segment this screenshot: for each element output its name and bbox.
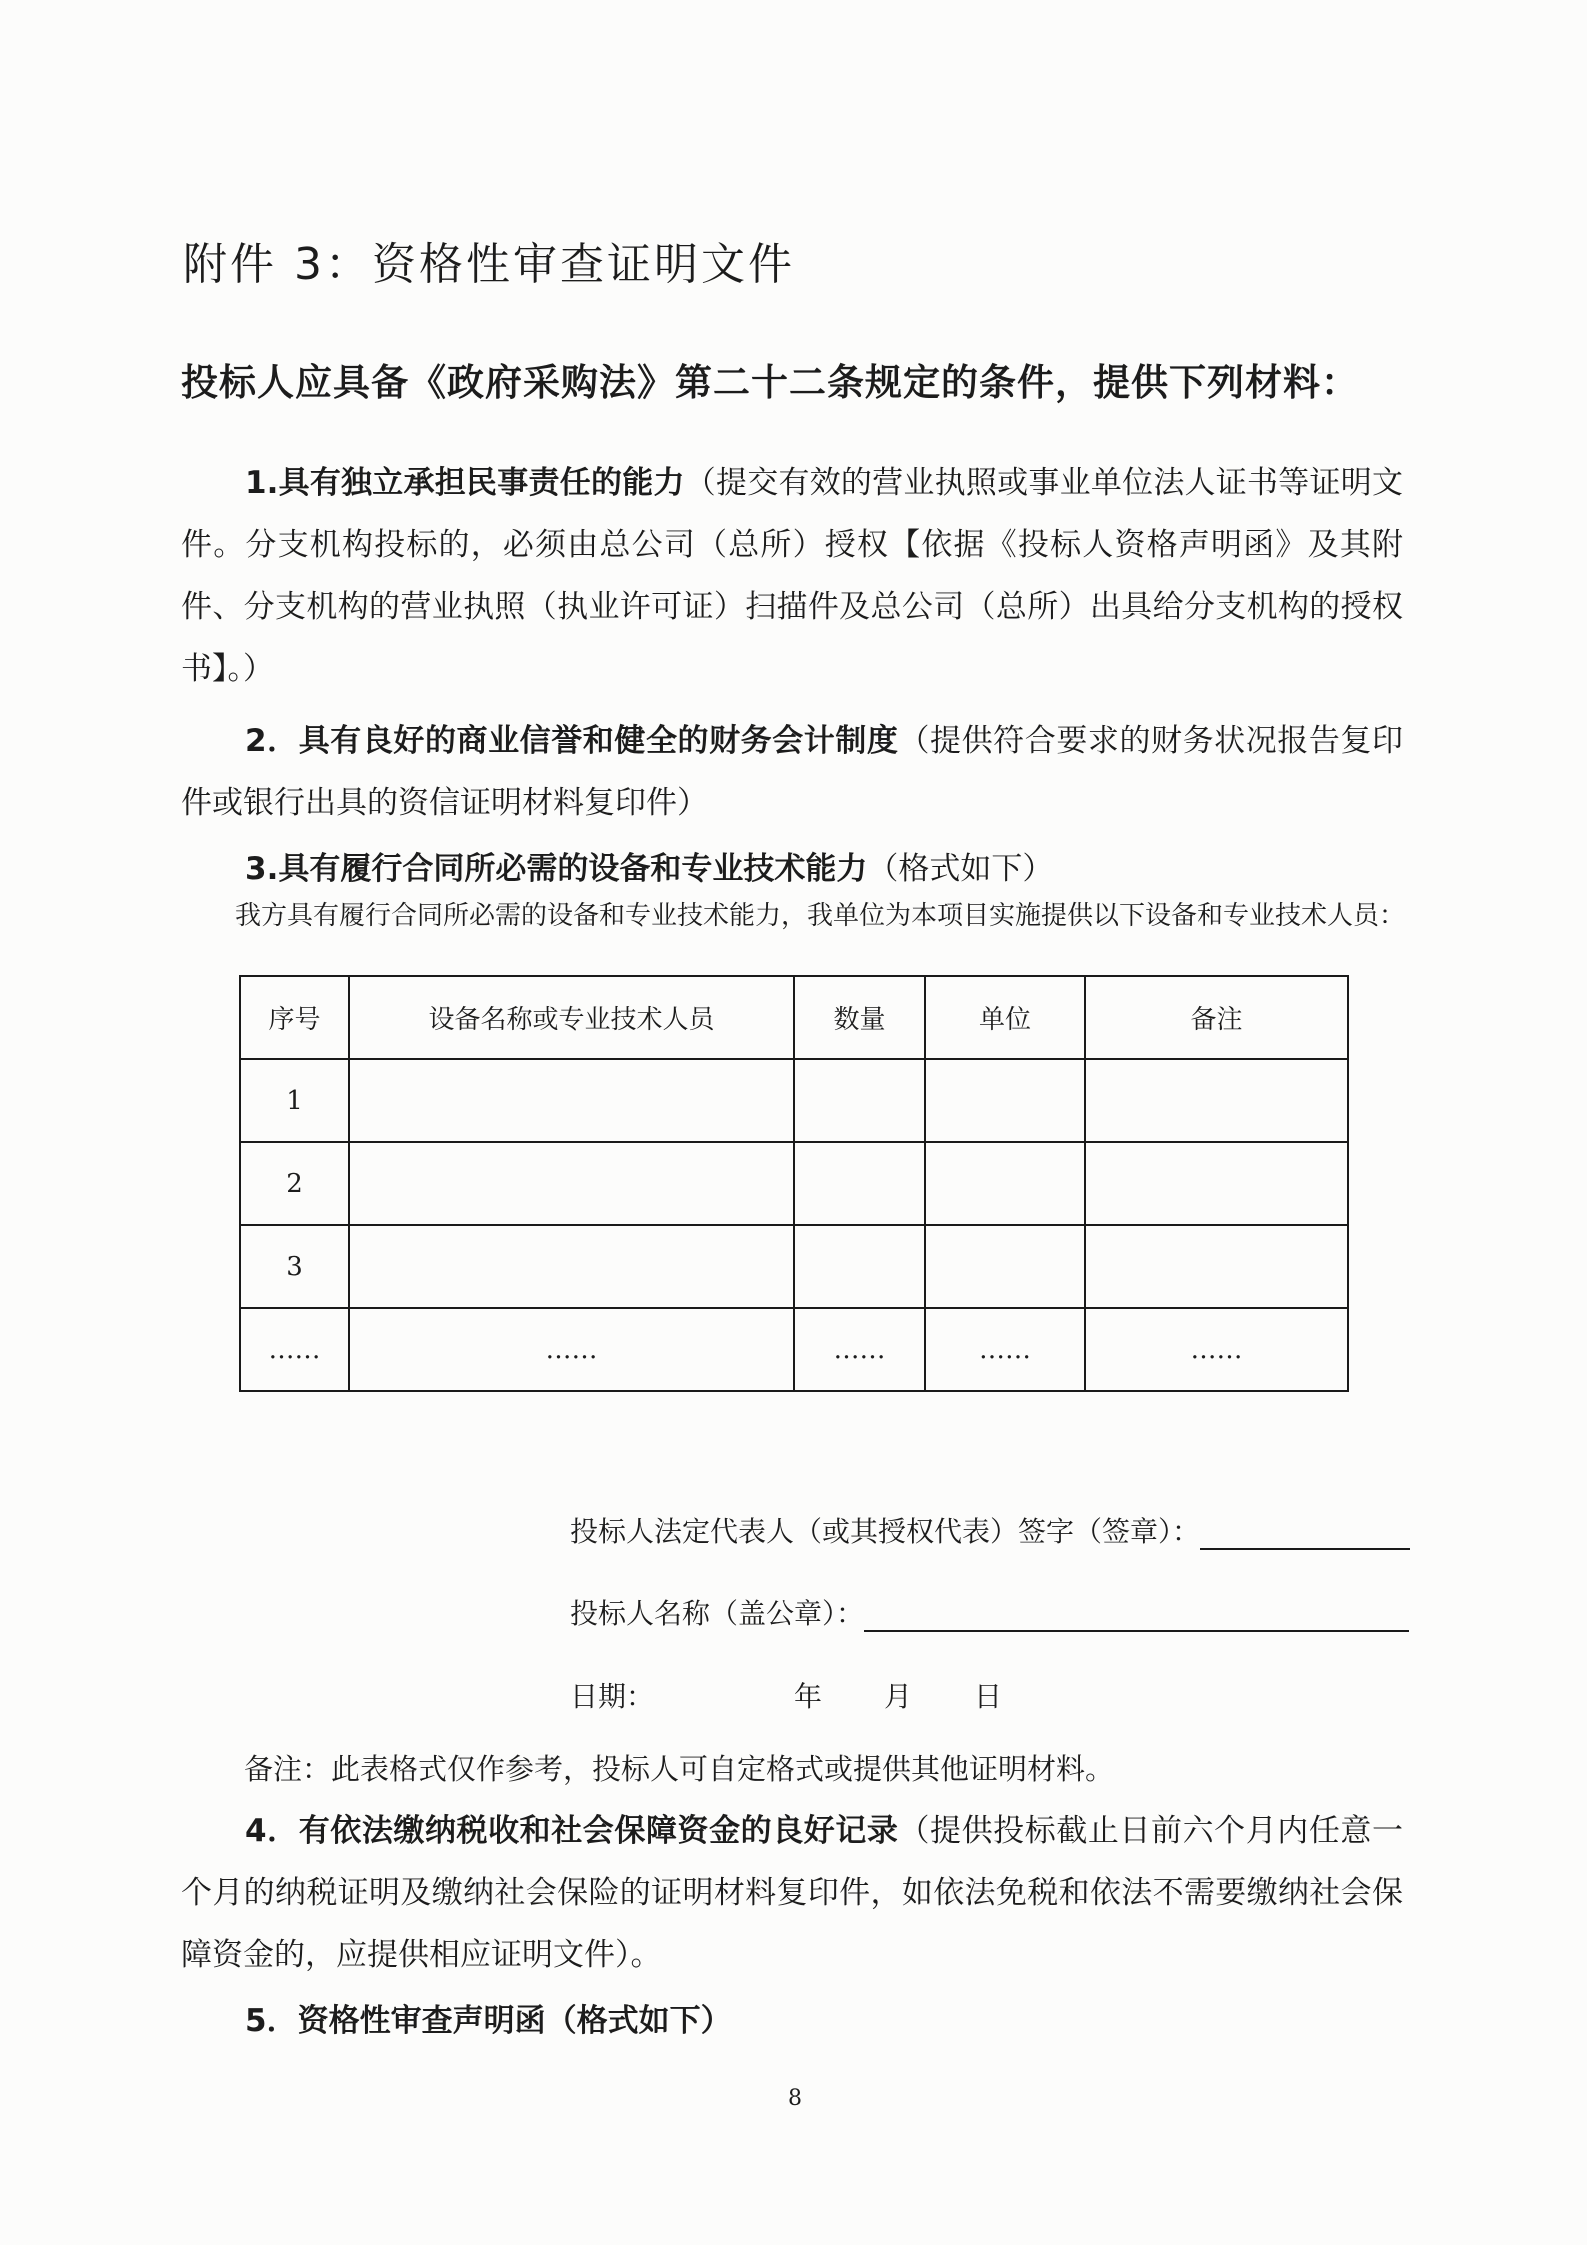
- table-row: [240, 1225, 1348, 1308]
- bidder-name-line: [570, 1592, 1409, 1632]
- page-number: 8: [788, 2086, 802, 2111]
- intro-heading: 投标人应具备《政府采购法》第二十二条规定的条件，提供下列材料：: [181, 361, 1359, 404]
- equipment-table: [239, 975, 1349, 1392]
- table-cell: [925, 1059, 1085, 1142]
- item-4-lead: 4．有依法缴纳税收和社会保障资金的良好记录: [245, 1813, 899, 1849]
- table-cell: [349, 1225, 794, 1308]
- table-cell: [794, 1142, 925, 1225]
- item-1-detail: （提交有效的营业执照或事业单位法人证书等证明文件。分支机构投标的，必须由总公司（总所）授权【依据《投标人资格声明函》及其附件、分支机构的营业执照（执业许可证）扫描件及总公司（总所）出具给分支机构的授权书】。）: [181, 465, 1403, 687]
- table-cell: [349, 1059, 794, 1142]
- table-cell: [794, 1225, 925, 1308]
- item-3-statement: 我方具有履行合同所必需的设备和专业技术能力，我单位为本项目实施提供以下设备和专业技术人员：: [235, 901, 1406, 931]
- item-1-lead: 1.具有独立承担民事责任的能力: [245, 465, 685, 501]
- table-cell: 1: [240, 1059, 349, 1142]
- date-month-label: 月: [884, 1680, 913, 1713]
- table-cell: [1085, 1142, 1348, 1225]
- item-5-paragraph: [181, 1990, 1403, 2052]
- date-line: [570, 1675, 1002, 1715]
- table-row: [240, 1142, 1348, 1225]
- table-note: 备注：此表格式仅作参考，投标人可自定格式或提供其他证明材料。: [244, 1752, 1115, 1786]
- representative-signature-line: [570, 1510, 1410, 1550]
- table-cell: [1085, 1059, 1348, 1142]
- table-cell: [794, 1059, 925, 1142]
- table-cell: [349, 1142, 794, 1225]
- item-5-lead: 5．资格性审查声明函（格式如下）: [245, 2003, 732, 2039]
- date-day-label: 日: [974, 1680, 1003, 1713]
- table-cell: 3: [240, 1225, 349, 1308]
- table-cell: ……: [240, 1308, 349, 1391]
- table-header-cell: 序号: [240, 976, 349, 1059]
- table-cell: [925, 1142, 1085, 1225]
- item-3-lead: 3.具有履行合同所必需的设备和专业技术能力: [245, 851, 868, 887]
- table-cell: 2: [240, 1142, 349, 1225]
- table-cell: [1085, 1225, 1348, 1308]
- item-4-detail: （提供投标截止日前六个月内任意一个月的纳税证明及缴纳社会保险的证明材料复印件，如依法免税和依法不需要缴纳社会保障资金的，应提供相应证明文件）。: [181, 1813, 1403, 1973]
- document-title: 附件 3：资格性审查证明文件: [183, 239, 795, 290]
- table-header-cell: 设备名称或专业技术人员: [349, 976, 794, 1059]
- item-2-lead: 2．具有良好的商业信誉和健全的财务会计制度: [245, 723, 899, 759]
- date-year-label: 年: [794, 1680, 823, 1713]
- table-cell: ……: [1085, 1308, 1348, 1391]
- table-cell: ……: [794, 1308, 925, 1391]
- bidder-name-label: 投标人名称（盖公章）：: [570, 1597, 865, 1630]
- table-row: [240, 1308, 1348, 1391]
- item-4-paragraph: [181, 1800, 1403, 1986]
- representative-signature-label: 投标人法定代表人（或其授权代表）签字（签章）：: [570, 1515, 1201, 1548]
- table-header-cell: 单位: [925, 976, 1085, 1059]
- item-2-detail: （提供符合要求的财务状况报告复印件或银行出具的资信证明材料复印件）: [181, 723, 1403, 821]
- item-3-paragraph: [181, 838, 1403, 900]
- table-row: [240, 1059, 1348, 1142]
- table-header-cell: 数量: [794, 976, 925, 1059]
- table-cell: ……: [925, 1308, 1085, 1391]
- table-header-row: [240, 976, 1348, 1059]
- table-cell: ……: [349, 1308, 794, 1391]
- date-label: 日期：: [570, 1680, 655, 1713]
- item-2-paragraph: [181, 710, 1403, 834]
- table-cell: [925, 1225, 1085, 1308]
- table-header-cell: 备注: [1085, 976, 1348, 1059]
- item-1-paragraph: [181, 452, 1403, 700]
- item-3-detail: （格式如下）: [867, 851, 1054, 887]
- bidder-name-blank[interactable]: [864, 1600, 1409, 1632]
- representative-signature-blank[interactable]: [1200, 1518, 1410, 1550]
